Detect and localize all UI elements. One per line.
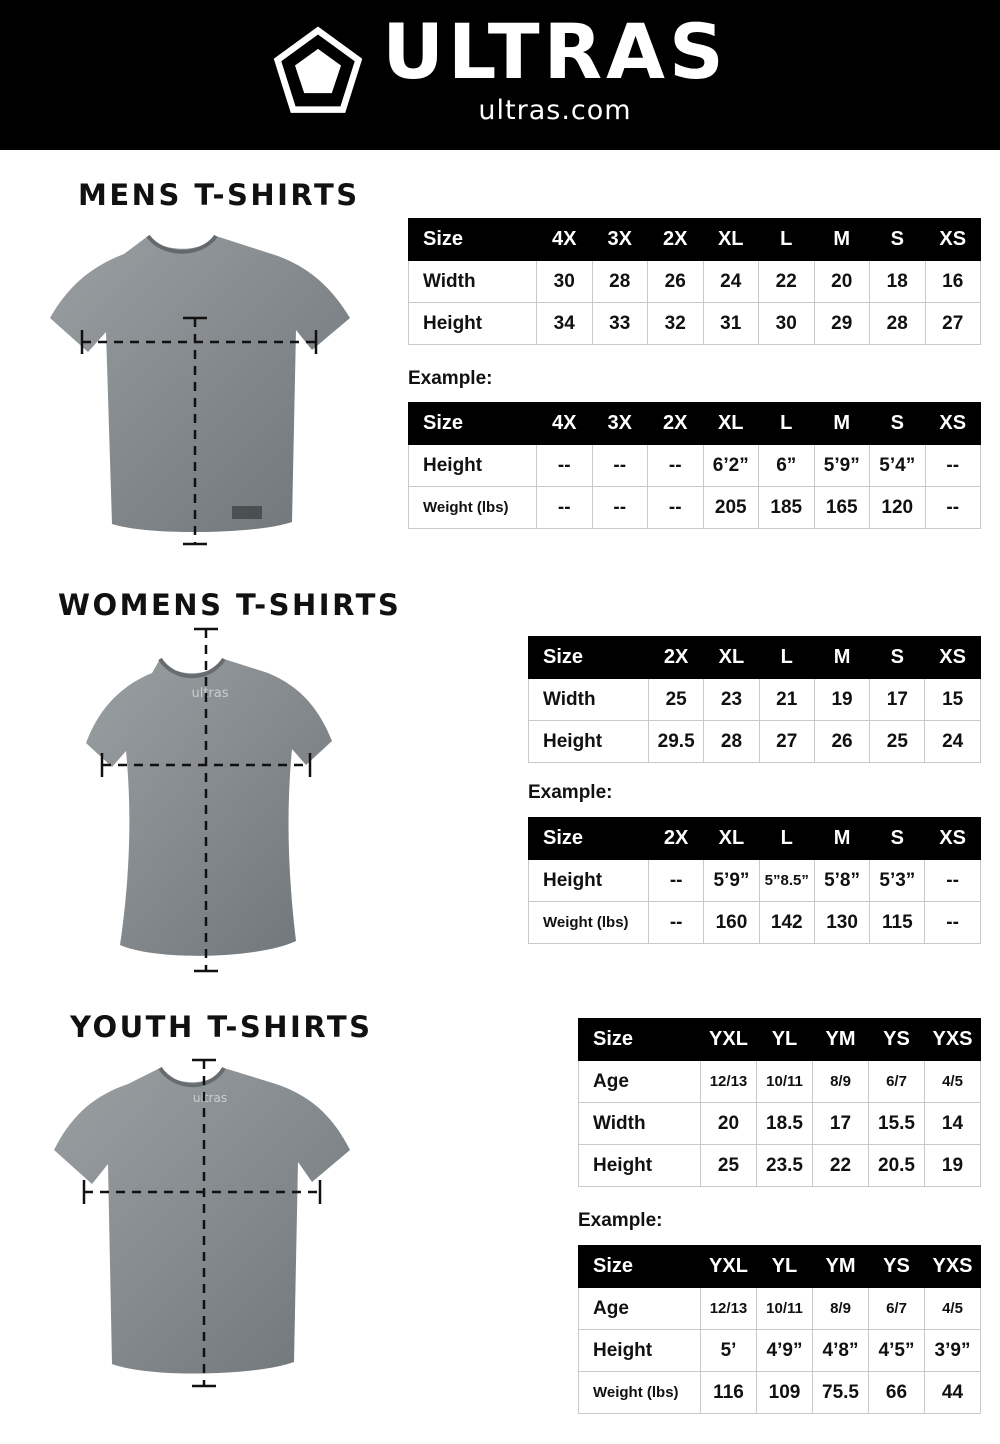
row-label: Weight (lbs)	[409, 487, 537, 529]
row-label: Weight (lbs)	[529, 902, 649, 944]
cell: 160	[704, 902, 759, 944]
table-header-row	[409, 219, 981, 261]
col-header: Size	[529, 637, 649, 679]
cell: 4/5	[925, 1288, 981, 1330]
col-header: L	[759, 219, 815, 261]
cell: 20	[701, 1103, 757, 1145]
col-header: XS	[925, 403, 981, 445]
cell: 4/5	[925, 1061, 981, 1103]
cell: 6”	[759, 445, 815, 487]
mens-example-table	[408, 402, 981, 529]
col-header: Size	[579, 1019, 701, 1061]
page-title-youth: YOUTH T-SHIRTS	[70, 1010, 373, 1044]
table-row	[409, 445, 981, 487]
table-row	[579, 1103, 981, 1145]
cell: 18	[870, 261, 926, 303]
cell: 109	[757, 1372, 813, 1414]
cell: 6’2”	[703, 445, 759, 487]
col-header: YL	[757, 1019, 813, 1061]
col-header: YXL	[701, 1019, 757, 1061]
cell: 66	[869, 1372, 925, 1414]
cell: 18.5	[757, 1103, 813, 1145]
cell: 12/13	[701, 1288, 757, 1330]
cell: 30	[537, 261, 593, 303]
cell: 22	[759, 261, 815, 303]
cell: 29	[814, 303, 870, 345]
col-header: Size	[579, 1246, 701, 1288]
cell: 19	[814, 679, 869, 721]
cell: 120	[870, 487, 926, 529]
col-header: XS	[925, 818, 980, 860]
cell: 26	[814, 721, 869, 763]
col-header: 2X	[649, 818, 704, 860]
col-header: M	[814, 637, 869, 679]
cell: 44	[925, 1372, 981, 1414]
cell: 5’9”	[814, 445, 870, 487]
col-header: S	[870, 219, 926, 261]
row-label: Age	[579, 1288, 701, 1330]
col-header: XS	[925, 219, 981, 261]
col-header: L	[759, 637, 814, 679]
col-header: Size	[409, 219, 537, 261]
cell: 28	[592, 261, 648, 303]
cell: 24	[925, 721, 980, 763]
row-label: Height	[579, 1330, 701, 1372]
col-header: YS	[869, 1019, 925, 1061]
table-row	[579, 1330, 981, 1372]
cell: --	[925, 902, 980, 944]
cell: 25	[701, 1145, 757, 1187]
cell: --	[649, 902, 704, 944]
col-header: Size	[529, 818, 649, 860]
col-header: S	[870, 403, 926, 445]
cell: 116	[701, 1372, 757, 1414]
womens-example-table	[528, 817, 981, 944]
table-header-row	[529, 818, 981, 860]
col-header: 4X	[537, 403, 593, 445]
col-header: XL	[704, 818, 759, 860]
table-row	[529, 860, 981, 902]
cell: 5’8”	[814, 860, 869, 902]
table-row	[579, 1288, 981, 1330]
example-label-mens: Example:	[408, 368, 493, 389]
cell: --	[925, 487, 981, 529]
cell: 16	[925, 261, 981, 303]
cell: 15.5	[869, 1103, 925, 1145]
table-header-row	[529, 637, 981, 679]
cell: 4’8”	[813, 1330, 869, 1372]
cell: 31	[703, 303, 759, 345]
cell: --	[648, 487, 704, 529]
cell: 23	[704, 679, 759, 721]
cell: 20	[814, 261, 870, 303]
row-label: Height	[529, 860, 649, 902]
col-header: 2X	[649, 637, 704, 679]
cell: 130	[814, 902, 869, 944]
cell: 17	[870, 679, 925, 721]
cell: 25	[870, 721, 925, 763]
col-header: YS	[869, 1246, 925, 1288]
cell: 142	[759, 902, 814, 944]
row-label: Height	[409, 445, 537, 487]
col-header: 3X	[592, 219, 648, 261]
table-header-row	[579, 1019, 981, 1061]
youth-example-table	[578, 1245, 981, 1414]
brand-url: ultras.com	[478, 94, 632, 126]
row-label: Height	[529, 721, 649, 763]
cell: 5’4”	[870, 445, 926, 487]
col-header: Size	[409, 403, 537, 445]
row-label: Height	[579, 1145, 701, 1187]
row-label: Width	[579, 1103, 701, 1145]
col-header: 4X	[537, 219, 593, 261]
page-title-mens: MENS T-SHIRTS	[78, 178, 360, 212]
table-row	[579, 1061, 981, 1103]
cell: 28	[704, 721, 759, 763]
col-header: XS	[925, 637, 980, 679]
example-label-youth: Example:	[578, 1210, 663, 1231]
cell: 30	[759, 303, 815, 345]
mens-size-table	[408, 218, 981, 345]
col-header: YM	[813, 1246, 869, 1288]
cell: 75.5	[813, 1372, 869, 1414]
cell: 17	[813, 1103, 869, 1145]
col-header: L	[759, 818, 814, 860]
row-label: Height	[409, 303, 537, 345]
example-label-womens: Example:	[528, 782, 613, 803]
cell: 6/7	[869, 1288, 925, 1330]
pentagon-shield-icon	[272, 25, 364, 117]
cell: 32	[648, 303, 704, 345]
brand-text	[382, 7, 728, 126]
col-header: S	[870, 637, 925, 679]
cell: 25	[649, 679, 704, 721]
row-label: Weight (lbs)	[579, 1372, 701, 1414]
cell: 33	[592, 303, 648, 345]
cell: 26	[648, 261, 704, 303]
cell: 28	[870, 303, 926, 345]
cell: 185	[759, 487, 815, 529]
row-label: Width	[529, 679, 649, 721]
cell: 20.5	[869, 1145, 925, 1187]
row-label: Age	[579, 1061, 701, 1103]
cell: 34	[537, 303, 593, 345]
cell: 5’3”	[870, 860, 925, 902]
cell: 14	[925, 1103, 981, 1145]
col-header: 2X	[648, 219, 704, 261]
cell: 24	[703, 261, 759, 303]
cell: --	[592, 445, 648, 487]
womens-tshirt-image	[20, 615, 380, 985]
cell: 165	[814, 487, 870, 529]
cell: --	[649, 860, 704, 902]
table-row	[409, 261, 981, 303]
womens-size-table	[528, 636, 981, 763]
table-row	[529, 721, 981, 763]
cell: --	[537, 445, 593, 487]
table-row	[579, 1372, 981, 1414]
col-header: YXS	[925, 1019, 981, 1061]
col-header: 3X	[592, 403, 648, 445]
page-title-womens: WOMENS T-SHIRTS	[58, 588, 402, 622]
cell: --	[925, 860, 980, 902]
mens-tshirt-image	[20, 222, 380, 552]
table-row	[409, 487, 981, 529]
brand-name: ULTRAS	[382, 7, 728, 97]
cell: 8/9	[813, 1061, 869, 1103]
youth-size-table	[578, 1018, 981, 1187]
cell: 115	[870, 902, 925, 944]
cell: 22	[813, 1145, 869, 1187]
col-header: 2X	[648, 403, 704, 445]
cell: 10/11	[757, 1061, 813, 1103]
cell: 15	[925, 679, 980, 721]
cell: 5”8.5”	[759, 860, 814, 902]
col-header: S	[870, 818, 925, 860]
col-header: M	[814, 219, 870, 261]
svg-text:ultras: ultras	[191, 686, 229, 701]
cell: 23.5	[757, 1145, 813, 1187]
cell: 205	[703, 487, 759, 529]
cell: 4’5”	[869, 1330, 925, 1372]
cell: 27	[759, 721, 814, 763]
cell: 5’9”	[704, 860, 759, 902]
site-header	[0, 0, 1000, 150]
cell: 27	[925, 303, 981, 345]
cell: 21	[759, 679, 814, 721]
cell: 8/9	[813, 1288, 869, 1330]
table-row	[579, 1145, 981, 1187]
table-header-row	[579, 1246, 981, 1288]
cell: 19	[925, 1145, 981, 1187]
youth-tshirt-image	[20, 1040, 380, 1430]
col-header: YXL	[701, 1246, 757, 1288]
brand-lockup	[272, 7, 728, 126]
table-header-row	[409, 403, 981, 445]
cell: 3’9”	[925, 1330, 981, 1372]
table-row	[529, 902, 981, 944]
cell: 6/7	[869, 1061, 925, 1103]
cell: 12/13	[701, 1061, 757, 1103]
cell: --	[537, 487, 593, 529]
col-header: M	[814, 403, 870, 445]
table-row	[409, 303, 981, 345]
col-header: XL	[704, 637, 759, 679]
cell: 4’9”	[757, 1330, 813, 1372]
col-header: M	[814, 818, 869, 860]
col-header: XL	[703, 403, 759, 445]
col-header: XL	[703, 219, 759, 261]
row-label: Width	[409, 261, 537, 303]
col-header: YL	[757, 1246, 813, 1288]
table-row	[529, 679, 981, 721]
cell: --	[592, 487, 648, 529]
cell: 5’	[701, 1330, 757, 1372]
cell: --	[925, 445, 981, 487]
col-header: YXS	[925, 1246, 981, 1288]
col-header: YM	[813, 1019, 869, 1061]
svg-text:ultras: ultras	[192, 1091, 228, 1105]
cell: 29.5	[649, 721, 704, 763]
cell: --	[648, 445, 704, 487]
col-header: L	[759, 403, 815, 445]
cell: 10/11	[757, 1288, 813, 1330]
